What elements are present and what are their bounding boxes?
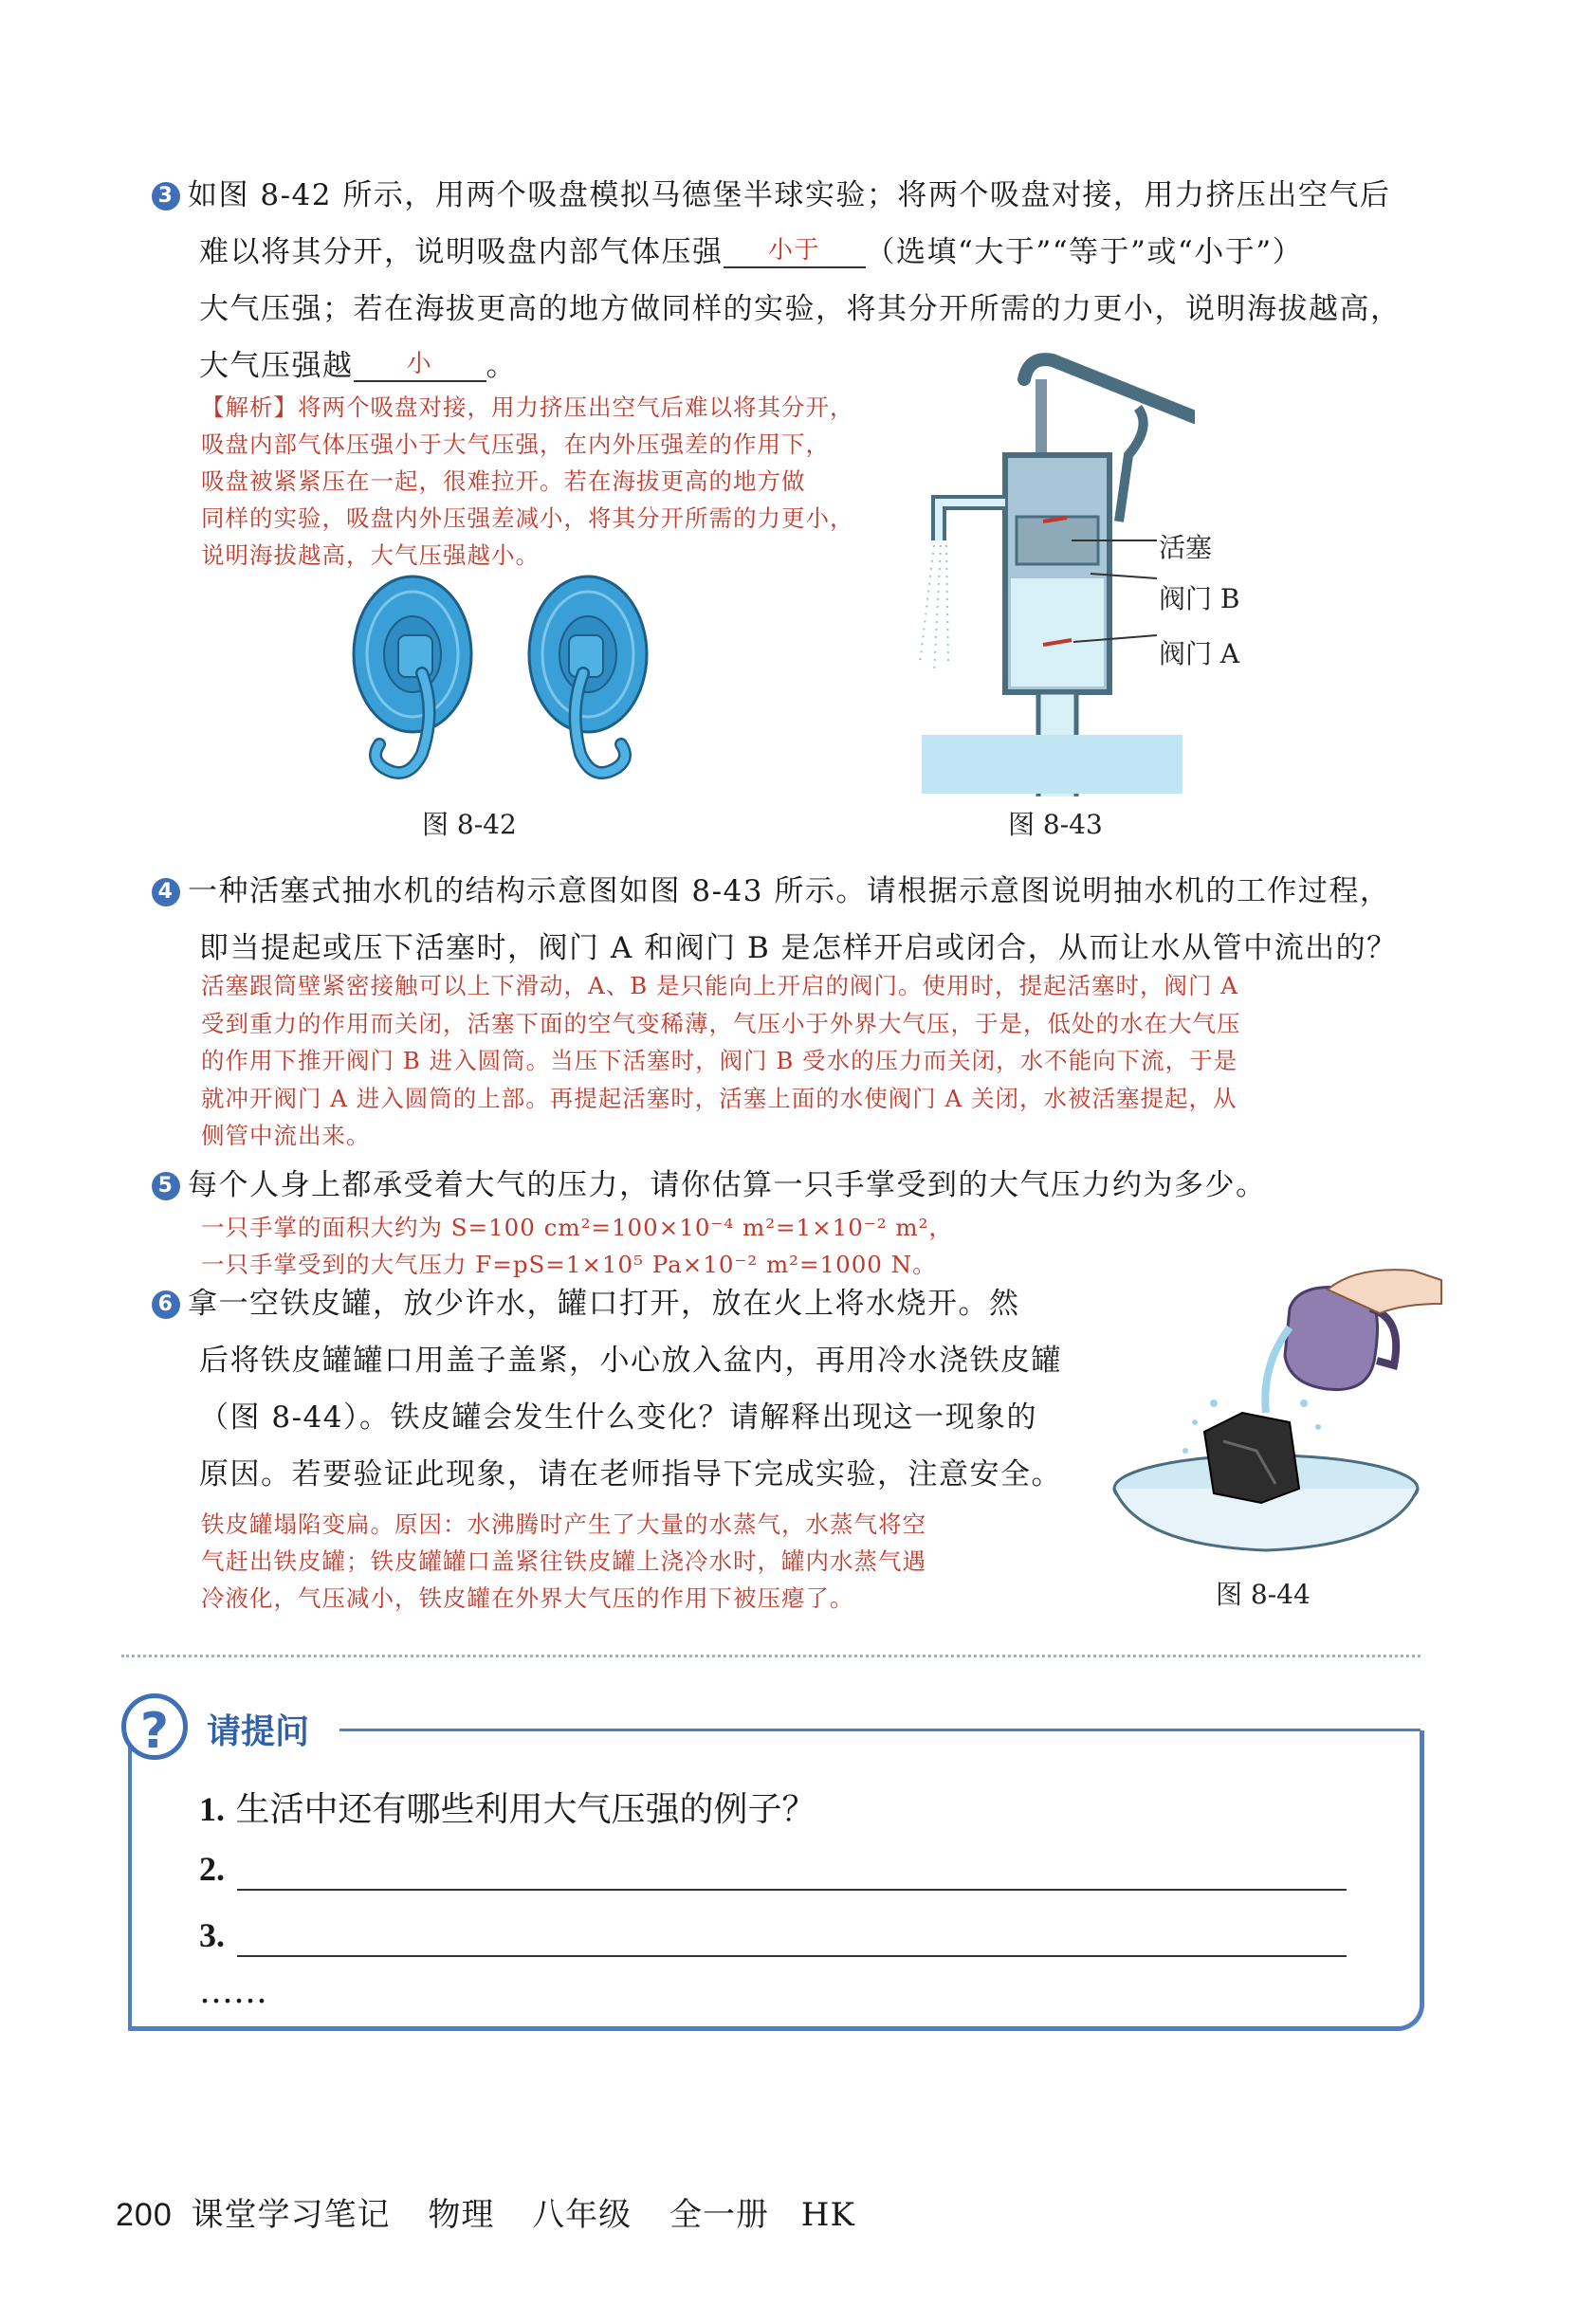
question-mark-icon: ?: [121, 1693, 188, 1760]
label-piston: 活塞: [1159, 532, 1213, 563]
question-number-6: 6: [152, 1290, 180, 1319]
question-number-4: 4: [152, 878, 180, 906]
ask-item-2-input[interactable]: [237, 1889, 1347, 1891]
question-3-line3: 大气压强；若在海拔更高的地方做同样的实验，将其分开所需的力更小，说明海拔越高，: [199, 292, 1402, 326]
question-number-3: 3: [152, 182, 180, 210]
question-5: 5 每个人身上都承受着大气的压力，请你估算一只手掌受到的大气压力约为多少。: [152, 1157, 1441, 1214]
page-footer: 200 课堂学习笔记 物理 八年级 全一册 HK: [116, 2196, 855, 2234]
question-3-line1: 3 如图 8-42 所示，用两个吸盘模拟马德堡半球实验；将两个吸盘对接，用力挤压出空气后: [152, 167, 1441, 224]
question-number-5: 5: [152, 1172, 180, 1200]
question-4-answer: 活塞跟筒壁紧密接触可以上下滑动，A、B 是只能向上开启的阀门。使用时，提起活塞时，阀门 A 受到重力的作用而关闭，活塞下面的空气变稀薄，气压小于外界大气压，于是，低处的水在大气压 的作用下推开阀门 B 进入圆筒。当压下活塞时，阀门 B 受水的压力而关闭，水不能向下流，于是 就冲开阀门 A 进入圆筒的上部。再提起活塞时，活塞上面的水使阀门 A 关闭，水被活塞提起，从 侧管中流出来。: [201, 972, 1241, 1149]
figure-8-43-caption: 图 8-43: [1008, 809, 1103, 840]
question-3-analysis: 【解析】将两个吸盘对接，用力挤压出空气后难以将其分开， 吸盘内部气体压强小于大气压强，在内外压强差的作用下， 吸盘被紧紧压在一起，很难拉开。若在海拔更高的地方做 同样的实验，吸盘内外压强差减小，将其分开所需的力更小， 说明海拔越高，大气压强越小。: [201, 393, 854, 569]
suction-cup-left: [354, 576, 471, 773]
ask-section-title: 请提问: [207, 1712, 310, 1751]
suction-cup-right: [529, 576, 647, 773]
answer-blank-1[interactable]: 小于: [724, 234, 866, 268]
figure-8-43-water-pool: [922, 735, 1182, 794]
section-divider: [121, 1655, 1421, 1657]
question-3-line2: 难以将其分开，说明吸盘内部气体压强 小于 （选填“大于”“等于”或“小于”）: [199, 235, 1304, 269]
question-6-answer: 铁皮罐塌陷变扁。原因：水沸腾时产生了大量的水蒸气，水蒸气将空 气赶出铁皮罐；铁皮罐罐口盖紧往铁皮罐上浇冷水时，罐内水蒸气遇 冷液化，气压减小，铁皮罐在外界大气压的作用下被压瘪了。: [201, 1510, 926, 1612]
page-number: 200: [116, 2197, 173, 2233]
question-5-answer: 一只手掌的面积大约为 S=100 cm²=100×10⁻⁴ m²=1×10⁻² m²， 一只手掌受到的大气压力 F=pS=1×10⁵ Pa×10⁻² m²=1000 N。: [201, 1214, 953, 1278]
answer-blank-2[interactable]: 小: [354, 348, 486, 382]
ask-ellipsis: ……: [199, 1972, 267, 2011]
figure-8-42-caption: 图 8-42: [422, 809, 517, 840]
question-3-line4: 大气压强越 小 。: [199, 349, 517, 383]
question-6: 6 拿一空铁皮罐，放少许水，罐口打开，放在火上将水烧开。然 后将铁皮罐罐口用盖子盖紧，小心放入盆内，再用冷水浇铁皮罐 （图 8-44）。铁皮罐会发生什么变化？请解释出现这一现象的 原因。若要验证此现象，请在老师指导下完成实验，注意安全。: [152, 1275, 1081, 1503]
ask-item-2: 2.: [199, 1850, 225, 1888]
figure-8-44-caption: 图 8-44: [1216, 1579, 1311, 1610]
question-3: [152, 167, 1441, 394]
ask-section-box: [128, 1730, 1424, 2031]
figure-8-43-piston-pump: [910, 351, 1195, 796]
label-valve-b: 阀门 B: [1159, 583, 1240, 614]
ask-title-rule: [339, 1729, 1421, 1731]
ask-item-3: 3.: [199, 1916, 225, 1954]
ask-item-1: 1. 生活中还有哪些利用大气压强的例子？: [199, 1790, 816, 1829]
question-4: 4 一种活塞式抽水机的结构示意图如图 8-43 所示。请根据示意图说明抽水机的工作过程， 即当提起或压下活塞时，阀门 A 和阀门 B 是怎样开启或闭合，从而让水从管中流出的？: [152, 863, 1441, 977]
ask-item-3-input[interactable]: [237, 1955, 1347, 1957]
figure-8-44-can-experiment: [1100, 1261, 1451, 1565]
label-valve-a: 阀门 A: [1159, 638, 1240, 669]
figure-8-42-suction-cups: [332, 569, 692, 796]
